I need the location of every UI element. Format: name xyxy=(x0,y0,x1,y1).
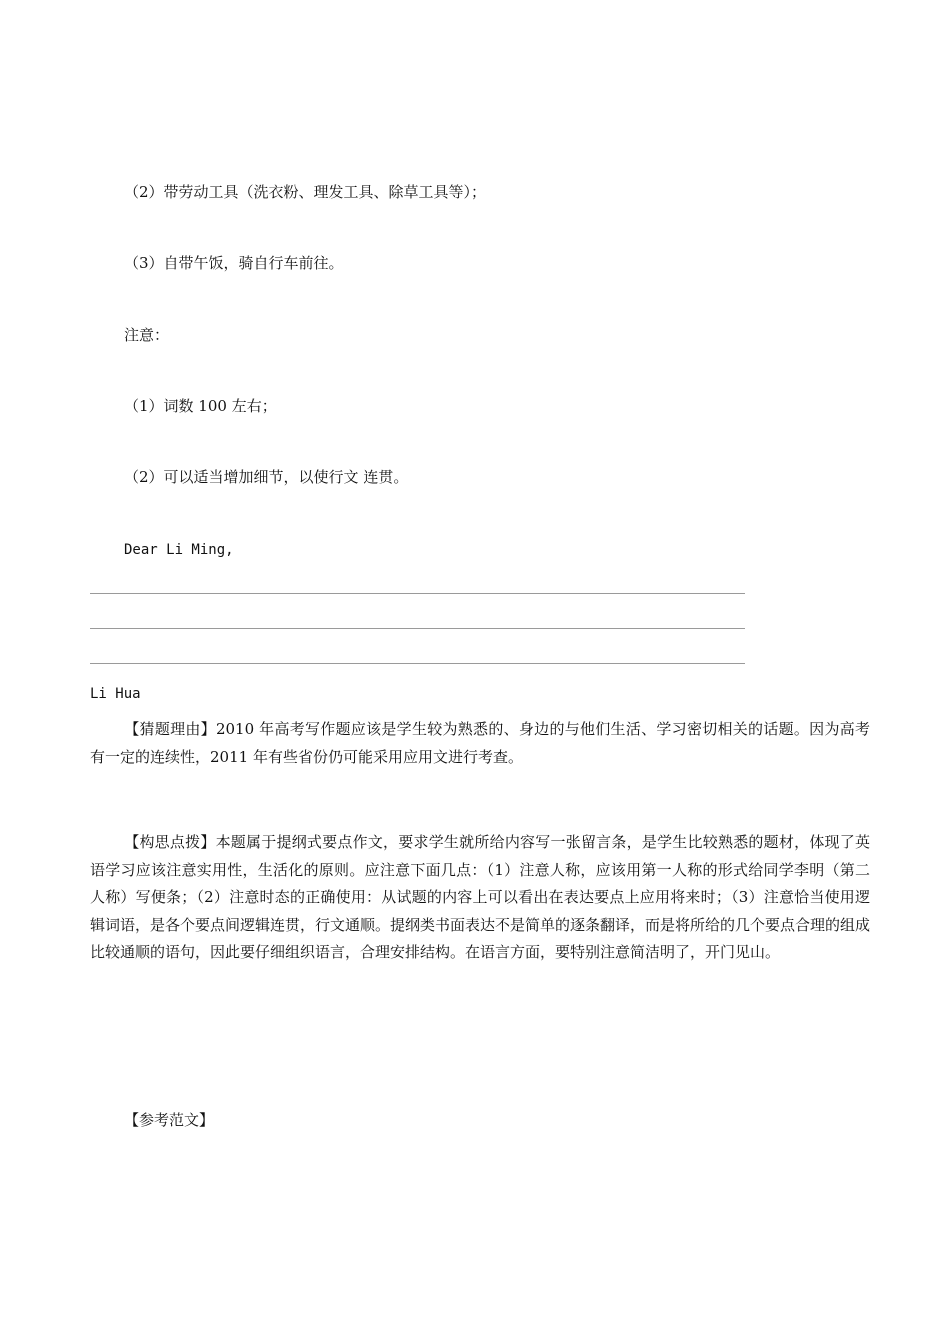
letter-signature: Li Hua xyxy=(90,686,141,702)
reason-text: 【猜题理由】2010 年高考写作题应该是学生较为熟悉的、身边的与他们生活、学习密切相关的话题。因为高考有一定的连续性，2011 年有些省份仍可能采用应用文进行考查。 xyxy=(90,720,870,766)
sample-heading: 【参考范文】 xyxy=(124,1111,215,1129)
notes-heading: 注意： xyxy=(124,326,170,344)
analysis-paragraph xyxy=(90,829,870,967)
analysis-text: 【构思点拨】本题属于提纲式要点作文，要求学生就所给内容写一张留言条，是学生比较熟悉的题材，体现了英语学习应该注意实用性，生活化的原则。应注意下面几点：（1）注意人称，应该用第一人称的形式给同学李明（第二人称）写便条；（2）注意时态的正确使用：从试题的内容上可以看出在表达要点上应用将来时；（3）注意恰当使用逻辑词语，是各个要点间逻辑连贯，行文通顺。提纲类书面表达不是简单的逐条翻译，而是将所给的几个要点合理的组成比较通顺的语句，因此要仔细组织语言，合理安排结构。在语言方面，要特别注意简洁明了，开门见山。 xyxy=(90,833,871,962)
reason-paragraph xyxy=(90,716,870,771)
answer-line-3 xyxy=(90,663,745,664)
requirement-item-2: （2）带劳动工具（洗衣粉、理发工具、除草工具等）； xyxy=(124,183,487,201)
letter-salutation: Dear Li Ming, xyxy=(124,542,234,558)
answer-line-1 xyxy=(90,593,745,594)
note-item-2: （2）可以适当增加细节，以使行文 连贯。 xyxy=(124,468,409,486)
requirement-item-3: （3）自带午饭，骑自行车前往。 xyxy=(124,254,344,272)
answer-line-2 xyxy=(90,628,745,629)
note-item-1: （1）词数 100 左右； xyxy=(124,397,277,415)
